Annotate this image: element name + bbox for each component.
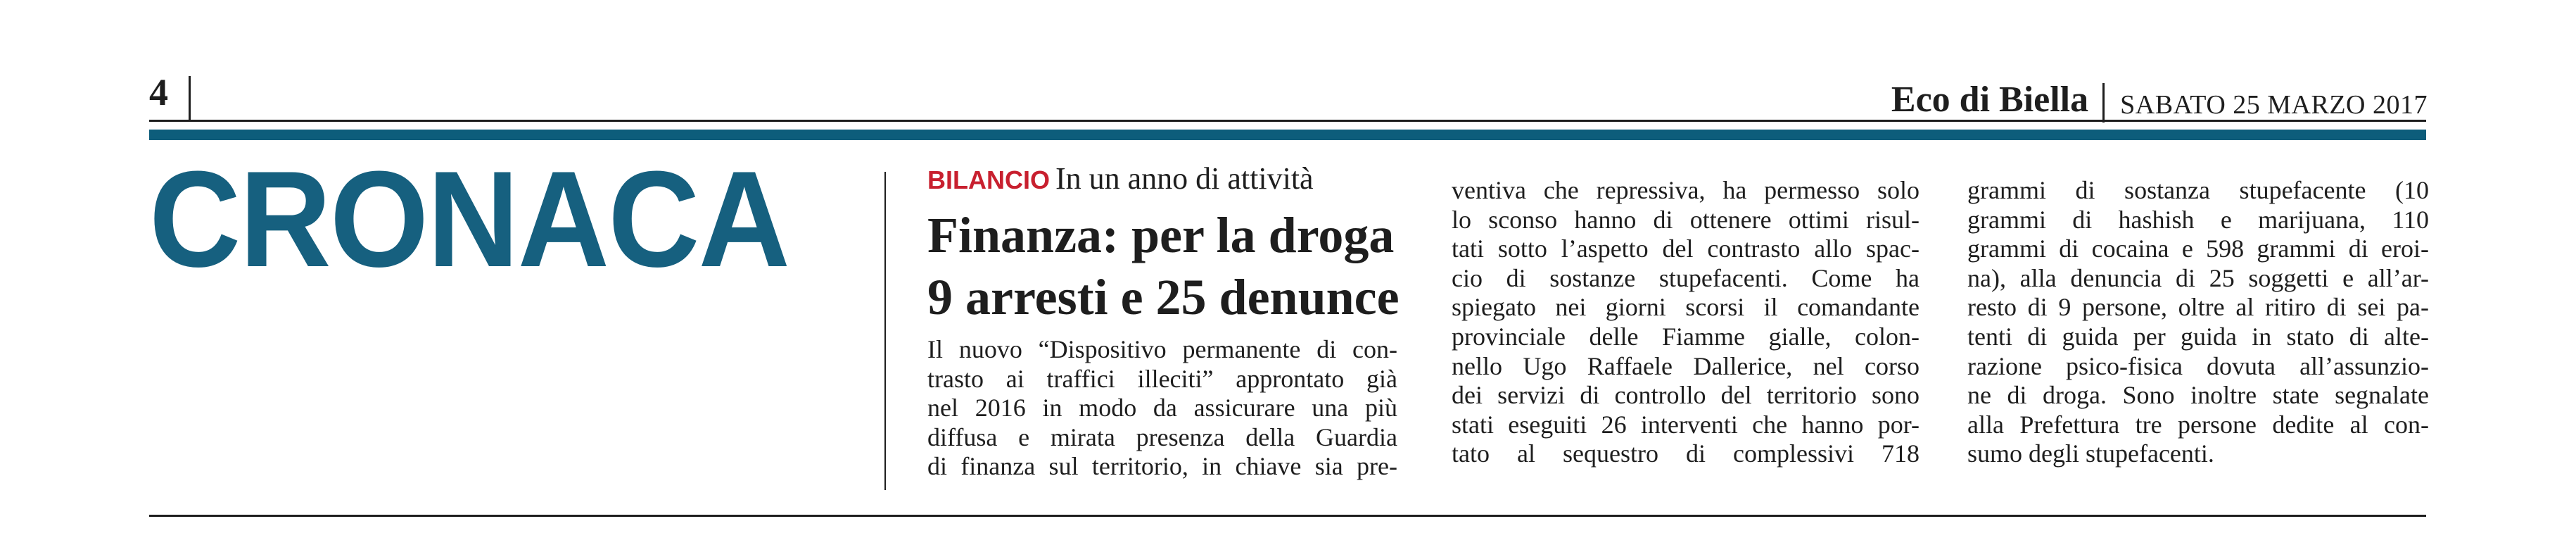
article-text-line: spiegato nei giorni scorsi il comandante <box>1452 293 1920 322</box>
page-number: 4 <box>149 71 168 113</box>
masthead <box>1891 79 2428 118</box>
article-text-line: tati sotto l’aspetto del contrasto allo spac- <box>1452 234 1920 263</box>
header-divider-left <box>189 76 191 120</box>
article-text-line: ventiva che repressiva, ha permesso solo <box>1452 176 1920 204</box>
article-column-1 <box>927 335 1397 482</box>
headline-line: 9 arresti e 25 denunce <box>927 269 1400 325</box>
article-text-line: tato al sequestro di complessivi 718 <box>1452 439 1920 468</box>
column-divider <box>884 172 886 490</box>
article-text-line: na), alla denuncia di 25 soggetti e all’ar- <box>1967 263 2429 292</box>
article-text-line: nel 2016 in modo da assicurare una più <box>927 394 1397 422</box>
article-text-line: lo sconso hanno di ottenere ottimi risul- <box>1452 205 1920 234</box>
article-text-line: Il nuovo “Dispositivo permanente di con- <box>927 335 1397 363</box>
section-title: CRONACA <box>149 143 789 296</box>
headline-line: Finanza: per la droga <box>927 207 1395 263</box>
kicker-text: In un anno di attività <box>1055 161 1314 196</box>
bottom-rule <box>149 515 2426 517</box>
article-text-line: cio di sostanze stupefacenti. Come ha <box>1452 263 1920 292</box>
article-text-line: resto di 9 persone, oltre al ritiro di sei pa- <box>1967 293 2429 322</box>
article-text-line: tenti di guida per guida in stato di alte- <box>1967 322 2429 351</box>
article-text-line: razione psico-fisica dovuta all’assunzio- <box>1967 351 2429 380</box>
article-text-line: alla Prefettura tre persone dedite al con- <box>1967 410 2429 439</box>
article-text-line: trasto ai traffici illeciti” approntato già <box>927 364 1397 393</box>
article-text-line: stati eseguiti 26 interventi che hanno por- <box>1452 410 1920 439</box>
article-text-line: grammi di cocaina e 598 grammi di eroi- <box>1967 234 2429 263</box>
article-text-line: provinciale delle Fiamme gialle, colon- <box>1452 322 1920 351</box>
article-text-line: grammi di sostanza stupefacente (10 <box>1967 176 2429 204</box>
article-text-line: nello Ugo Raffaele Dallerice, nel corso <box>1452 351 1920 380</box>
article-kicker <box>927 163 1314 194</box>
article-column-3 <box>1967 176 2429 469</box>
article-column-2 <box>1452 176 1920 469</box>
publication-name: Eco di Biella <box>1891 80 2089 120</box>
kicker-label: BILANCIO <box>927 165 1050 194</box>
article-text-line: sumo degli stupefacenti. <box>1967 439 2214 468</box>
article-text-line: ne di droga. Sono inoltre state segnalate <box>1967 381 2429 410</box>
header-rule <box>149 120 2426 122</box>
header-divider-right <box>2102 83 2105 123</box>
issue-date: SABATO 25 MARZO 2017 <box>2120 90 2428 120</box>
article-text-line: dei servizi di controllo del territorio sono <box>1452 381 1920 410</box>
article-text-line: diffusa e mirata presenza della Guardia <box>927 422 1397 451</box>
article-text-line: grammi di hashish e marijuana, 110 <box>1967 205 2429 234</box>
article-text-line: di finanza sul territorio, in chiave sia pre- <box>927 452 1397 481</box>
article-headline <box>927 204 1400 328</box>
section-color-bar <box>149 130 2426 140</box>
